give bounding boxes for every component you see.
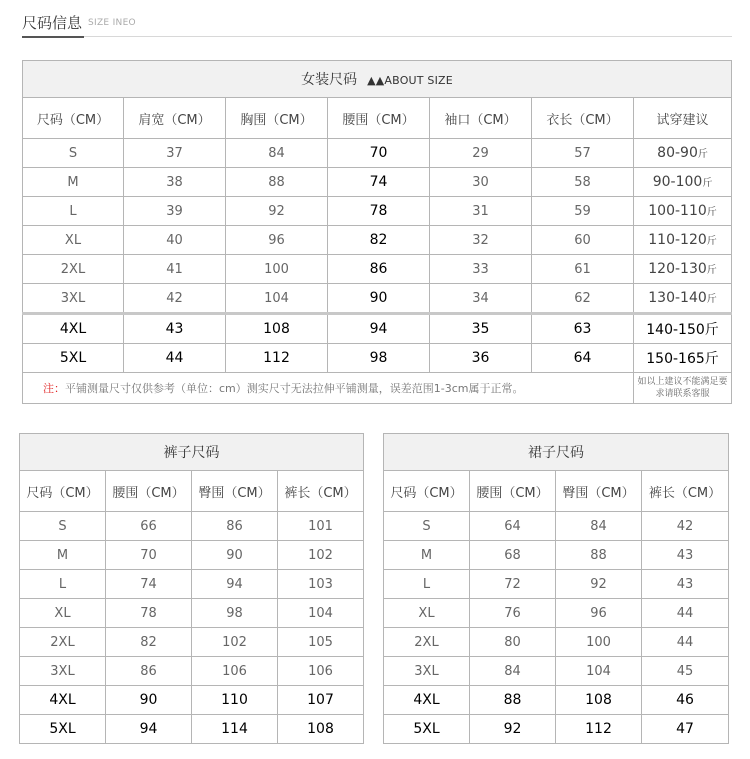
cell-length: 59	[532, 197, 634, 226]
table-cell: 47	[642, 715, 729, 744]
table-cell: 102	[192, 628, 278, 657]
cell-chest: 108	[226, 314, 328, 344]
womens-title-text: 女装尺码	[301, 72, 358, 88]
table-cell: 106	[192, 657, 278, 686]
size-row	[384, 570, 729, 599]
table-cell: 92	[556, 570, 642, 599]
table-cell: 4XL	[384, 686, 470, 715]
table-cell: 84	[556, 512, 642, 541]
table-cell: 88	[470, 686, 556, 715]
cell-cuff: 33	[430, 255, 532, 284]
table-cell: 98	[192, 599, 278, 628]
cell-shoulder: 37	[124, 139, 226, 168]
table-cell: 101	[278, 512, 364, 541]
table-cell: S	[384, 512, 470, 541]
table-cell: 103	[278, 570, 364, 599]
column-header: 裤长（CM）	[642, 471, 729, 512]
table-cell: 43	[642, 570, 729, 599]
table-cell: L	[20, 570, 106, 599]
table-cell: 82	[106, 628, 192, 657]
table-cell: 102	[278, 541, 364, 570]
table-cell: 72	[470, 570, 556, 599]
skirt-table-title: 裙子尺码	[384, 434, 729, 471]
size-row	[20, 599, 364, 628]
pants-size-table	[19, 433, 364, 744]
fit-range: 110-120	[648, 232, 707, 248]
size-row	[23, 139, 732, 168]
section-subtitle: SIZE INEO	[88, 18, 136, 28]
cell-chest: 96	[226, 226, 328, 255]
table-cell: M	[384, 541, 470, 570]
cell-fit-suggestion	[634, 284, 732, 314]
table-cell: 106	[278, 657, 364, 686]
table-cell: 68	[470, 541, 556, 570]
column-header: 肩宽（CM）	[124, 98, 226, 139]
cell-size: L	[23, 197, 124, 226]
fit-unit: 斤	[706, 265, 717, 276]
table-cell: 108	[278, 715, 364, 744]
cell-chest: 100	[226, 255, 328, 284]
skirt-header-row	[384, 471, 729, 512]
cell-shoulder: 41	[124, 255, 226, 284]
cell-cuff: 31	[430, 197, 532, 226]
fit-range: 120-130	[648, 261, 707, 277]
fit-range: 80-90	[657, 145, 698, 161]
table-cell: 92	[470, 715, 556, 744]
table-cell: 46	[642, 686, 729, 715]
about-size-label: ▲▲ABOUT SIZE	[367, 74, 453, 87]
measurement-note	[23, 373, 634, 404]
table-cell: 44	[642, 628, 729, 657]
cell-length: 63	[532, 314, 634, 344]
table-cell: 94	[192, 570, 278, 599]
table-cell: 110	[192, 686, 278, 715]
contact-service-note: 如以上建议不能满足要求请联系客服	[634, 373, 732, 404]
table-cell: 66	[106, 512, 192, 541]
table-cell: XL	[20, 599, 106, 628]
table-cell: 86	[106, 657, 192, 686]
cell-chest: 104	[226, 284, 328, 314]
column-header: 裤长（CM）	[278, 471, 364, 512]
fit-unit: 斤	[706, 207, 717, 218]
size-row	[23, 284, 732, 314]
size-row	[23, 314, 732, 344]
table-cell: 5XL	[384, 715, 470, 744]
column-header: 试穿建议	[634, 98, 732, 139]
column-header: 尺码（CM）	[384, 471, 470, 512]
cell-length: 60	[532, 226, 634, 255]
size-row	[20, 686, 364, 715]
womens-size-table	[22, 60, 732, 404]
cell-size: XL	[23, 226, 124, 255]
cell-waist: 82	[328, 226, 430, 255]
column-header: 袖口（CM）	[430, 98, 532, 139]
column-header: 胸围（CM）	[226, 98, 328, 139]
cell-waist: 78	[328, 197, 430, 226]
table-cell: 88	[556, 541, 642, 570]
size-row	[384, 599, 729, 628]
table-cell: 114	[192, 715, 278, 744]
cell-fit-suggestion	[634, 139, 732, 168]
size-row	[384, 512, 729, 541]
cell-chest: 88	[226, 168, 328, 197]
table-cell: 90	[192, 541, 278, 570]
size-row	[20, 657, 364, 686]
table-cell: 107	[278, 686, 364, 715]
cell-size: 2XL	[23, 255, 124, 284]
table-cell: S	[20, 512, 106, 541]
cell-length: 61	[532, 255, 634, 284]
cell-fit-suggestion	[634, 344, 732, 373]
cell-size: 3XL	[23, 284, 124, 314]
cell-length: 58	[532, 168, 634, 197]
cell-shoulder: 39	[124, 197, 226, 226]
cell-shoulder: 38	[124, 168, 226, 197]
table-cell: XL	[384, 599, 470, 628]
cell-size: S	[23, 139, 124, 168]
table-cell: 100	[556, 628, 642, 657]
cell-shoulder: 44	[124, 344, 226, 373]
cell-chest: 112	[226, 344, 328, 373]
cell-shoulder: 42	[124, 284, 226, 314]
column-header: 腰围（CM）	[470, 471, 556, 512]
cell-fit-suggestion	[634, 197, 732, 226]
table-cell: 76	[470, 599, 556, 628]
fit-range: 140-150斤	[646, 322, 719, 338]
table-cell: 90	[106, 686, 192, 715]
column-header: 腰围（CM）	[328, 98, 430, 139]
size-row	[20, 512, 364, 541]
table-cell: 94	[106, 715, 192, 744]
table-cell: 70	[106, 541, 192, 570]
fit-range: 100-110	[648, 203, 707, 219]
cell-chest: 84	[226, 139, 328, 168]
cell-cuff: 34	[430, 284, 532, 314]
table-cell: 78	[106, 599, 192, 628]
pants-table-title: 裤子尺码	[20, 434, 364, 471]
table-cell: 43	[642, 541, 729, 570]
table-cell: 112	[556, 715, 642, 744]
table-cell: 80	[470, 628, 556, 657]
size-row	[20, 715, 364, 744]
note-label: 注：	[43, 382, 65, 395]
table-cell: 3XL	[384, 657, 470, 686]
cell-shoulder: 43	[124, 314, 226, 344]
fit-unit: 斤	[706, 236, 717, 247]
table-cell: L	[384, 570, 470, 599]
pants-header-row	[20, 471, 364, 512]
column-header: 臀围（CM）	[192, 471, 278, 512]
table-cell: M	[20, 541, 106, 570]
cell-cuff: 32	[430, 226, 532, 255]
cell-waist: 86	[328, 255, 430, 284]
column-header: 臀围（CM）	[556, 471, 642, 512]
table-cell: 4XL	[20, 686, 106, 715]
column-header: 衣长（CM）	[532, 98, 634, 139]
size-row	[23, 197, 732, 226]
fit-unit: 斤	[697, 149, 708, 160]
cell-cuff: 36	[430, 344, 532, 373]
fit-range: 90-100	[652, 174, 703, 190]
cell-length: 64	[532, 344, 634, 373]
table-cell: 2XL	[20, 628, 106, 657]
cell-length: 62	[532, 284, 634, 314]
size-row	[23, 226, 732, 255]
cell-fit-suggestion	[634, 255, 732, 284]
note-body: 平铺测量尺寸仅供参考（单位：cm）测实尺寸无法拉伸平铺测量，误差范围1-3cm属于正常。	[65, 382, 524, 395]
column-header: 尺码（CM）	[23, 98, 124, 139]
womens-table-title	[23, 61, 732, 98]
table-cell: 74	[106, 570, 192, 599]
cell-cuff: 29	[430, 139, 532, 168]
section-title: 尺码信息	[22, 14, 83, 32]
table-cell: 104	[556, 657, 642, 686]
table-cell: 84	[470, 657, 556, 686]
cell-size: M	[23, 168, 124, 197]
column-header: 尺码（CM）	[20, 471, 106, 512]
size-row	[384, 657, 729, 686]
cell-waist: 74	[328, 168, 430, 197]
fit-unit: 斤	[702, 178, 713, 189]
size-row	[23, 344, 732, 373]
table-cell: 105	[278, 628, 364, 657]
size-row	[384, 715, 729, 744]
skirt-size-table	[383, 433, 729, 744]
table-cell: 42	[642, 512, 729, 541]
size-row	[20, 541, 364, 570]
table-cell: 86	[192, 512, 278, 541]
table-cell: 5XL	[20, 715, 106, 744]
table-cell: 104	[278, 599, 364, 628]
cell-shoulder: 40	[124, 226, 226, 255]
cell-waist: 94	[328, 314, 430, 344]
table-cell: 64	[470, 512, 556, 541]
cell-cuff: 35	[430, 314, 532, 344]
fit-range: 150-165斤	[646, 351, 719, 367]
table-cell: 96	[556, 599, 642, 628]
cell-chest: 92	[226, 197, 328, 226]
cell-size: 4XL	[23, 314, 124, 344]
cell-fit-suggestion	[634, 314, 732, 344]
cell-length: 57	[532, 139, 634, 168]
column-header: 腰围（CM）	[106, 471, 192, 512]
table-cell: 108	[556, 686, 642, 715]
size-row	[20, 628, 364, 657]
fit-unit: 斤	[706, 294, 717, 305]
size-row	[23, 168, 732, 197]
size-row	[384, 541, 729, 570]
cell-waist: 90	[328, 284, 430, 314]
cell-fit-suggestion	[634, 168, 732, 197]
table-cell: 44	[642, 599, 729, 628]
womens-header-row	[23, 98, 732, 139]
cell-size: 5XL	[23, 344, 124, 373]
table-cell: 3XL	[20, 657, 106, 686]
title-underline	[22, 36, 84, 38]
table-cell: 2XL	[384, 628, 470, 657]
size-row	[384, 628, 729, 657]
cell-waist: 98	[328, 344, 430, 373]
table-cell: 45	[642, 657, 729, 686]
size-row	[384, 686, 729, 715]
note-row	[23, 373, 732, 404]
cell-fit-suggestion	[634, 226, 732, 255]
cell-waist: 70	[328, 139, 430, 168]
size-row	[23, 255, 732, 284]
section-header	[22, 8, 732, 37]
fit-range: 130-140	[648, 290, 707, 306]
size-row	[20, 570, 364, 599]
cell-cuff: 30	[430, 168, 532, 197]
